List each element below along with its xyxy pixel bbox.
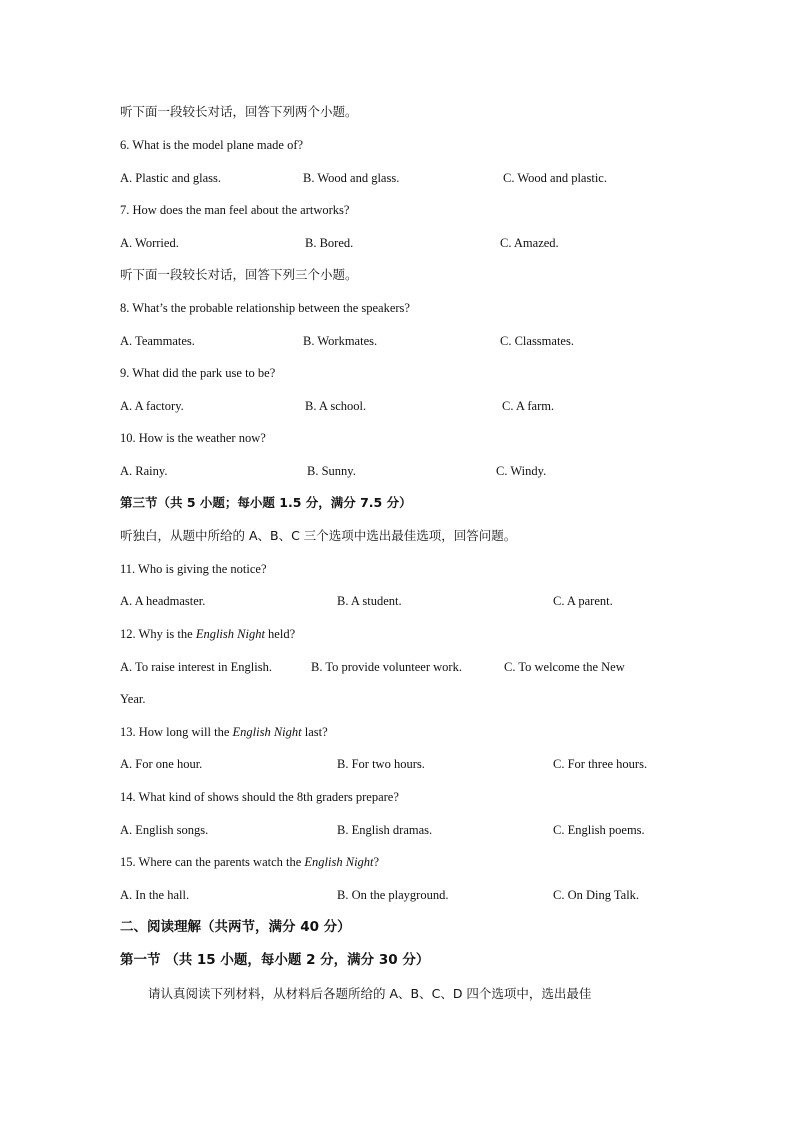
q13-stem-post: last? xyxy=(301,725,328,739)
part-2-instructions: 请认真阅读下列材料，从材料后各题所给的 A、B、C、D 四个选项中，选出最佳 xyxy=(148,986,592,1001)
question-15 xyxy=(120,854,379,870)
q12-option-c-continued: Year. xyxy=(120,692,146,706)
q8-option-a: A. Teammates. xyxy=(120,334,195,348)
q12-option-a: A. To raise interest in English. xyxy=(120,660,272,674)
q11-option-c: C. A parent. xyxy=(553,594,613,608)
q15-option-c: C. On Ding Talk. xyxy=(553,888,640,902)
q13-option-c: C. For three hours. xyxy=(553,757,648,771)
question-7: 7. How does the man feel about the artworks? xyxy=(120,203,350,217)
q15-stem-post: ? xyxy=(373,855,380,869)
q8-option-c: C. Classmates. xyxy=(500,334,574,348)
q9-option-b: B. A school. xyxy=(305,399,367,413)
q9-option-a: A. A factory. xyxy=(120,399,184,413)
q11-option-b: B. A student. xyxy=(337,594,402,608)
q7-option-a: A. Worried. xyxy=(120,236,179,250)
q15-stem-pre: 15. Where can the parents watch the xyxy=(120,855,305,869)
q7-option-c: C. Amazed. xyxy=(500,236,559,250)
question-12 xyxy=(120,626,295,642)
question-11: 11. Who is giving the notice? xyxy=(120,562,267,576)
q6-option-a: A. Plastic and glass. xyxy=(120,171,222,185)
question-13 xyxy=(120,724,328,740)
q12-stem-italic: English Night xyxy=(195,627,265,641)
q6-option-c: C. Wood and plastic. xyxy=(503,171,607,185)
q15-option-b: B. On the playground. xyxy=(337,888,449,902)
q13-stem-pre: 13. How long will the xyxy=(120,725,233,739)
q15-stem-italic: English Night xyxy=(304,855,374,869)
question-14: 14. What kind of shows should the 8th graders prepare? xyxy=(120,790,399,804)
q13-option-a: A. For one hour. xyxy=(120,757,203,771)
q8-option-b: B. Workmates. xyxy=(303,334,378,348)
q10-option-b: B. Sunny. xyxy=(307,464,356,478)
q14-option-a: A. English songs. xyxy=(120,823,209,837)
q12-stem-pre: 12. Why is the xyxy=(120,627,196,641)
q10-option-c: C. Windy. xyxy=(496,464,547,478)
q13-stem-italic: English Night xyxy=(232,725,302,739)
q6-option-b: B. Wood and glass. xyxy=(303,171,400,185)
section-3-instructions: 听独白，从题中所给的 A、B、C 三个选项中选出最佳选项，回答问题。 xyxy=(120,528,517,543)
q12-option-b: B. To provide volunteer work. xyxy=(311,660,462,674)
part-2-title: 二、阅读理解（共两节，满分 40 分） xyxy=(120,919,351,935)
part-2-section-1-title: 第一节 （共 15 小题，每小题 2 分，满分 30 分） xyxy=(120,952,430,968)
q13-option-b: B. For two hours. xyxy=(337,757,425,771)
q9-option-c: C. A farm. xyxy=(502,399,555,413)
intro-three-questions: 听下面一段较长对话，回答下列三个小题。 xyxy=(120,267,358,282)
q14-option-c: C. English poems. xyxy=(553,823,645,837)
q12-option-c: C. To welcome the New xyxy=(504,660,625,674)
question-6: 6. What is the model plane made of? xyxy=(120,138,304,152)
q14-option-b: B. English dramas. xyxy=(337,823,433,837)
q12-stem-post: held? xyxy=(264,627,296,641)
intro-two-questions: 听下面一段较长对话，回答下列两个小题。 xyxy=(120,104,358,119)
section-3-title: 第三节（共 5 小题；每小题 1.5 分，满分 7.5 分） xyxy=(120,495,412,510)
question-8: 8. What’s the probable relationship between the speakers? xyxy=(120,301,410,315)
q10-option-a: A. Rainy. xyxy=(120,464,168,478)
q11-option-a: A. A headmaster. xyxy=(120,594,206,608)
q15-option-a: A. In the hall. xyxy=(120,888,190,902)
question-10: 10. How is the weather now? xyxy=(120,431,266,445)
q7-option-b: B. Bored. xyxy=(305,236,354,250)
question-9: 9. What did the park use to be? xyxy=(120,366,276,380)
